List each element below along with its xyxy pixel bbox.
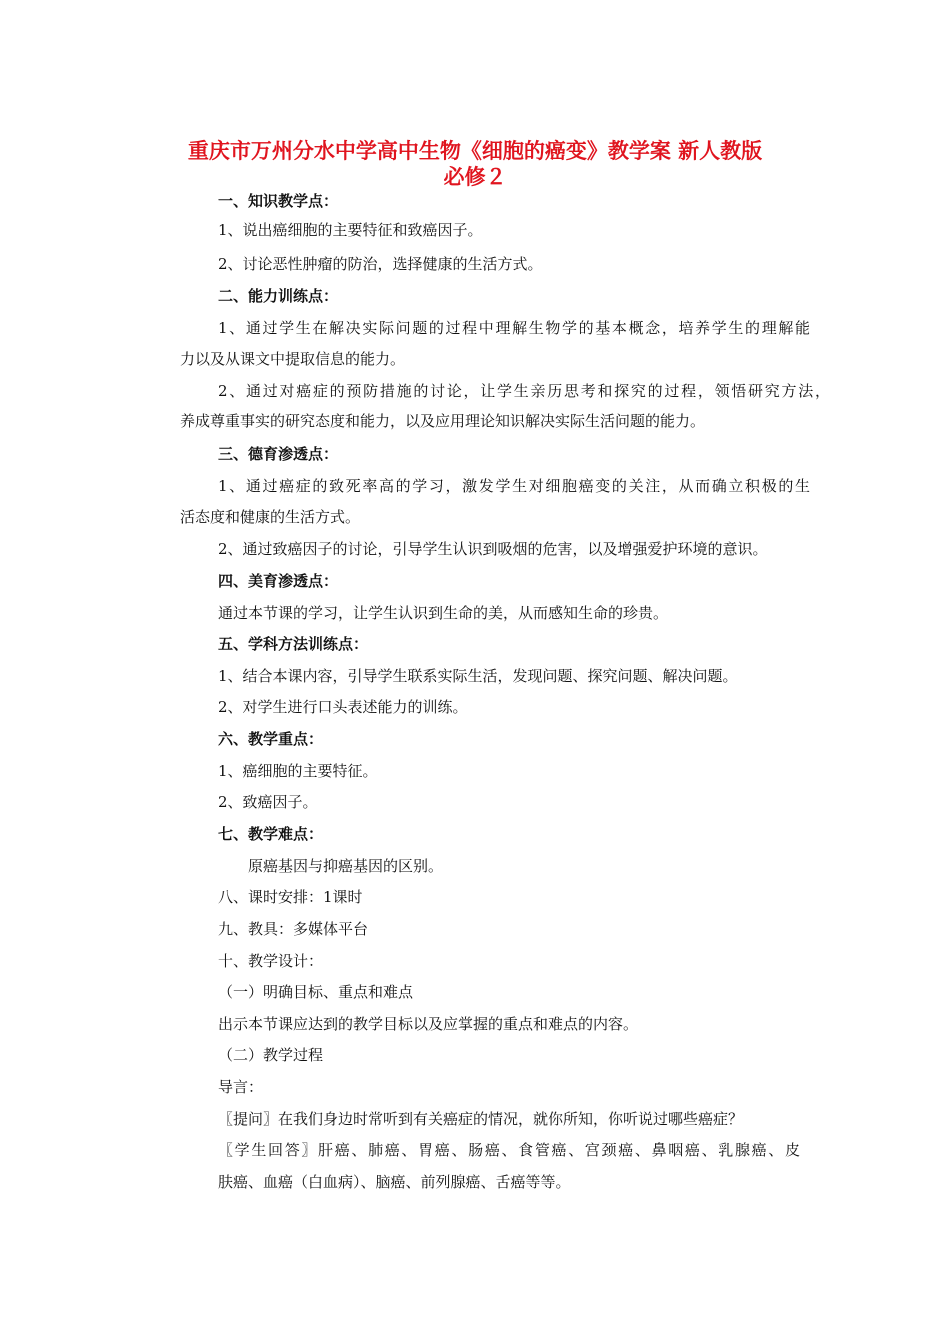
moral-item-1-line-1: 1、通过癌症的致死率高的学习，激发学生对细胞癌变的关注，从而确立积极的生	[218, 477, 810, 495]
key-point-item-2: 2、致癌因子。	[218, 793, 318, 811]
ability-item-1-line-1: 1、通过学生在解决实际问题的过程中理解生物学的基本概念，培养学生的理解能	[218, 319, 810, 337]
introduction-label: 导言：	[218, 1078, 264, 1096]
key-point-item-1: 1、癌细胞的主要特征。	[218, 762, 378, 780]
teaching-design-heading: 十、教学设计：	[218, 952, 324, 970]
section-heading-difficulty: 七、教学难点：	[218, 825, 324, 843]
subsection-process: （二）教学过程	[218, 1046, 324, 1064]
section-heading-aesthetic: 四、美育渗透点：	[218, 572, 339, 590]
document-title-line-2: 必修２	[443, 165, 507, 189]
section-heading-moral: 三、德育渗透点：	[218, 445, 339, 463]
student-answer-line-2: 肤癌、血癌（白血病）、脑癌、前列腺癌、舌癌等等。	[218, 1173, 571, 1191]
knowledge-item-2: 2、讨论恶性肿瘤的防治，选择健康的生活方式。	[218, 255, 543, 273]
document-title-line-1: 重庆市万州分水中学高中生物《细胞的癌变》教学案 新人教版	[187, 139, 763, 163]
moral-item-1-line-2: 活态度和健康的生活方式。	[180, 508, 361, 526]
ability-item-2-line-1: 2、通过对癌症的预防措施的讨论，让学生亲历思考和探究的过程，领悟研究方法，	[218, 382, 830, 400]
section-heading-key-points: 六、教学重点：	[218, 730, 324, 748]
section-heading-knowledge: 一、知识教学点：	[218, 192, 339, 210]
teaching-aids-line: 九、教具：多媒体平台	[218, 920, 369, 938]
method-item-1: 1、结合本课内容，引导学生联系实际生活，发现问题、探究问题、解决问题。	[218, 667, 738, 685]
section-heading-method: 五、学科方法训练点：	[218, 635, 369, 653]
ability-item-1-line-2: 力以及从课文中提取信息的能力。	[180, 350, 406, 368]
ability-item-2-line-2: 养成尊重事实的研究态度和能力，以及应用理论知识解决实际生活问题的能力。	[180, 412, 706, 430]
section-heading-ability: 二、能力训练点：	[218, 287, 339, 305]
question-line: 〖提问〗在我们身边时常听到有关癌症的情况，就你所知，你听说过哪些癌症？	[218, 1110, 744, 1128]
difficulty-item: 原癌基因与抑癌基因的区别。	[248, 857, 444, 875]
schedule-line: 八、课时安排：1课时	[218, 888, 363, 906]
goals-description: 出示本节课应达到的教学目标以及应掌握的重点和难点的内容。	[218, 1015, 639, 1033]
subsection-goals: （一）明确目标、重点和难点	[218, 983, 414, 1001]
moral-item-2: 2、通过致癌因子的讨论，引导学生认识到吸烟的危害，以及增强爱护环境的意识。	[218, 540, 768, 558]
aesthetic-item: 通过本节课的学习，让学生认识到生命的美，从而感知生命的珍贵。	[218, 604, 669, 622]
knowledge-item-1: 1、说出癌细胞的主要特征和致癌因子。	[218, 221, 483, 239]
method-item-2: 2、对学生进行口头表述能力的训练。	[218, 698, 468, 716]
student-answer-line-1: 〖学生回答〗肝癌、肺癌、胃癌、肠癌、食管癌、宫颈癌、鼻咽癌、乳腺癌、皮	[218, 1141, 800, 1159]
